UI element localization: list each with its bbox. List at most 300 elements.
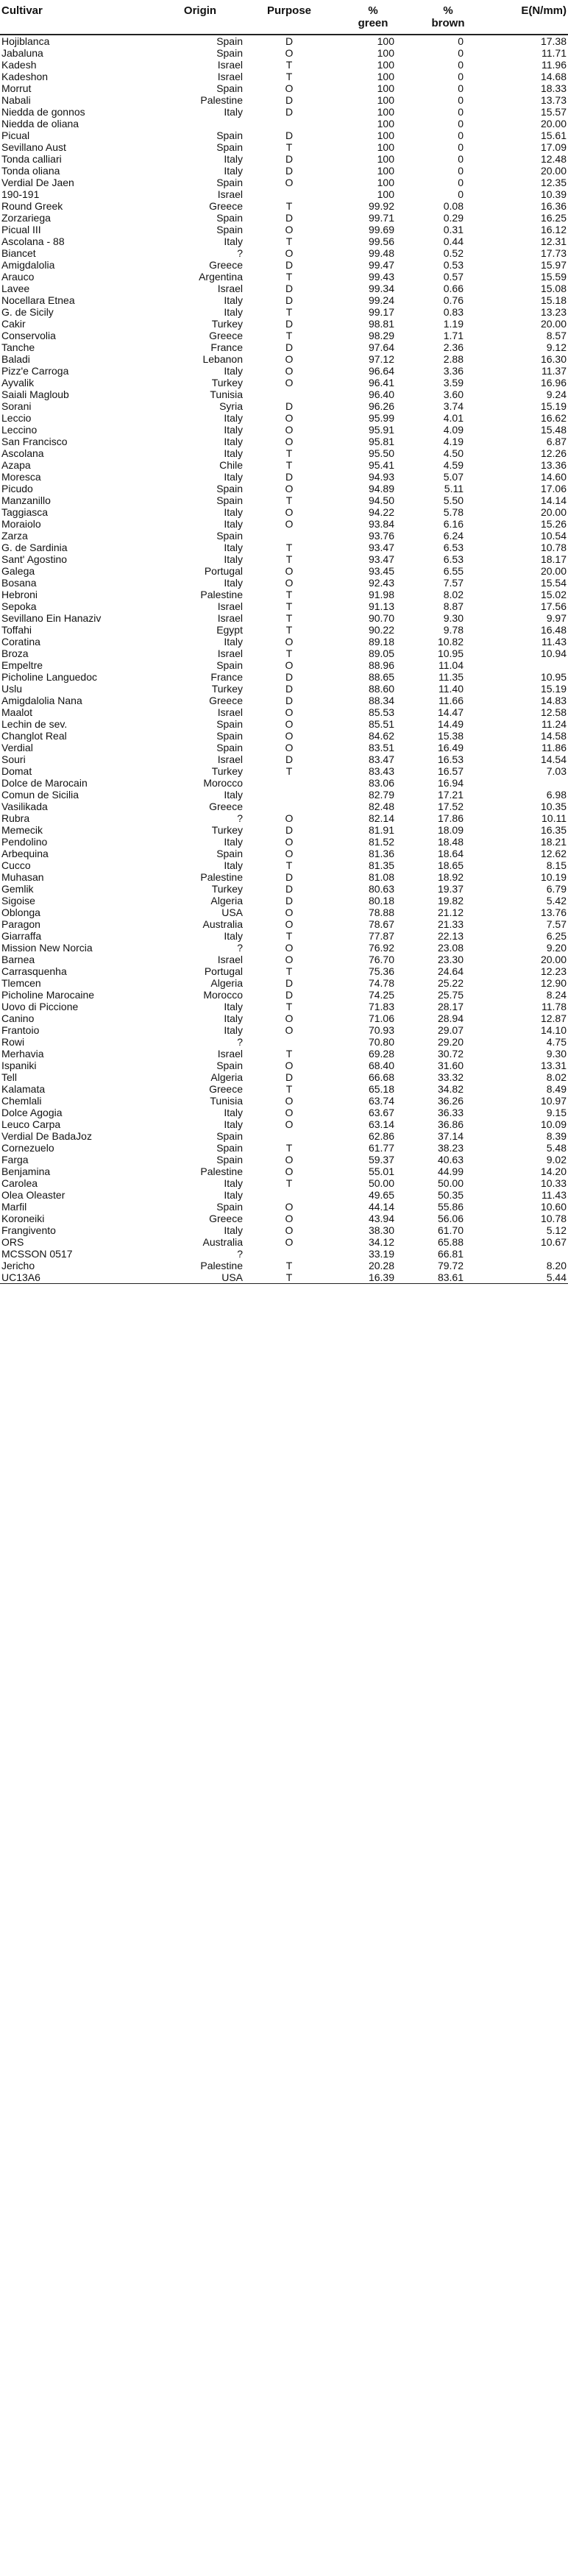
cell-purpose: O: [285, 565, 294, 577]
cell-green-percent: 89.05: [368, 647, 394, 659]
cell-force: 11.43: [542, 636, 567, 647]
cell-cultivar: Manzanillo: [1, 494, 51, 506]
cell-green-percent: 100: [377, 177, 394, 188]
cell-force: 17.09: [540, 141, 567, 153]
cell-force: 11.86: [542, 742, 567, 753]
cell-purpose: T: [285, 1271, 293, 1283]
cell-purpose: D: [285, 212, 294, 224]
cell-cultivar: Muhasan: [1, 871, 44, 883]
cell-origin: Italy: [224, 506, 243, 518]
cell-brown-percent: 18.64: [437, 848, 464, 859]
cell-brown-percent: 55.86: [437, 1201, 464, 1213]
cell-purpose: T: [285, 1142, 293, 1154]
cell-force: 15.61: [540, 129, 567, 141]
cell-cultivar: G. de Sardinia: [1, 542, 68, 553]
cell-cultivar: Moraiolo: [1, 518, 41, 530]
cell-force: 12.87: [540, 1012, 567, 1024]
table-row: [0, 989, 568, 1001]
cell-cultivar: MCSSON 0517: [1, 1248, 73, 1260]
cell-brown-percent: 25.75: [437, 989, 464, 1001]
cell-green-percent: 100: [377, 153, 394, 165]
cell-origin: Italy: [224, 636, 243, 647]
cell-green-percent: 99.69: [368, 224, 394, 235]
cell-purpose: O: [285, 47, 294, 59]
table-row: [0, 706, 568, 718]
cell-cultivar: ORS: [1, 1236, 24, 1248]
cell-origin: Italy: [224, 836, 243, 848]
table-row: [0, 1154, 568, 1165]
cell-force: 12.58: [540, 706, 567, 718]
table-row: [0, 659, 568, 671]
cell-cultivar: Kalamata: [1, 1083, 46, 1095]
header-brown-line2: brown: [431, 17, 465, 29]
cell-green-percent: 99.47: [368, 259, 394, 271]
cell-cultivar: Tlemcen: [1, 977, 41, 989]
table-row: [0, 954, 568, 965]
cell-origin: Spain: [216, 47, 243, 59]
cell-purpose: O: [285, 1095, 294, 1107]
cell-origin: Australia: [202, 918, 243, 930]
cell-green-percent: 99.43: [368, 271, 394, 283]
header-brown-line1: %: [443, 4, 453, 17]
table-row: [0, 895, 568, 906]
cell-brown-percent: 3.36: [443, 365, 464, 377]
cell-purpose: D: [285, 129, 294, 141]
cell-green-percent: 68.40: [368, 1060, 394, 1071]
cell-origin: USA: [221, 906, 243, 918]
cell-green-percent: 100: [377, 129, 394, 141]
table-row: [0, 624, 568, 636]
table-row: [0, 836, 568, 848]
cell-purpose: O: [285, 906, 294, 918]
cell-force: 10.19: [540, 871, 567, 883]
cell-green-percent: 16.39: [368, 1271, 394, 1283]
cell-brown-percent: 0: [458, 118, 464, 129]
cell-purpose: O: [285, 718, 294, 730]
table-row: [0, 188, 568, 200]
cell-cultivar: Benjamina: [1, 1165, 51, 1177]
cell-purpose: T: [285, 141, 293, 153]
cell-cultivar: Tonda oliana: [1, 165, 60, 177]
cell-origin: Turkey: [211, 377, 243, 388]
table-row: [0, 906, 568, 918]
cell-cultivar: Canino: [1, 1012, 35, 1024]
cell-purpose: T: [285, 624, 293, 636]
cell-green-percent: 90.22: [368, 624, 394, 636]
table-row: [0, 153, 568, 165]
cell-origin: Greece: [209, 200, 243, 212]
cell-cultivar: Verdial: [1, 742, 33, 753]
cell-force: 16.62: [540, 412, 567, 424]
cell-cultivar: Paragon: [1, 918, 40, 930]
cell-green-percent: 34.12: [368, 1236, 394, 1248]
cell-cultivar: Round Greek: [1, 200, 63, 212]
cell-force: 10.54: [540, 530, 567, 542]
cell-origin: Morocco: [203, 989, 243, 1001]
cell-origin: Palestine: [200, 589, 243, 600]
cell-cultivar: Koroneiki: [1, 1213, 45, 1224]
cell-cultivar: Vasilikada: [1, 801, 48, 812]
cell-force: 20.00: [540, 506, 567, 518]
cell-cultivar: Leuco Carpa: [1, 1118, 61, 1130]
table-row: [0, 118, 568, 129]
cell-purpose: O: [285, 742, 294, 753]
table-row: [0, 1177, 568, 1189]
cell-purpose: D: [285, 341, 294, 353]
cell-force: 12.48: [540, 153, 567, 165]
table-row: [0, 918, 568, 930]
cell-cultivar: Verdial De BadaJoz: [1, 1130, 92, 1142]
cell-origin: [152, 118, 249, 129]
cell-force: 15.02: [540, 589, 567, 600]
cell-origin: Italy: [224, 235, 243, 247]
cell-force: 11.43: [542, 1189, 567, 1201]
table-row: [0, 306, 568, 318]
table-row: [0, 695, 568, 706]
table-row: [0, 94, 568, 106]
cell-cultivar: Gemlik: [1, 883, 34, 895]
cell-purpose: T: [285, 447, 293, 459]
cell-origin: Spain: [216, 1142, 243, 1154]
header-origin: Origin: [152, 0, 249, 35]
cell-green-percent: 100: [377, 71, 394, 82]
cell-brown-percent: 7.57: [443, 577, 464, 589]
cell-brown-percent: 56.06: [437, 1213, 464, 1224]
cell-origin: Spain: [216, 35, 243, 47]
cell-force: 15.19: [540, 683, 567, 695]
cell-cultivar: Amigdalolia Nana: [1, 695, 82, 706]
cell-origin: Italy: [224, 553, 243, 565]
cell-purpose: T: [285, 71, 293, 82]
cell-origin: Spain: [216, 141, 243, 153]
cell-force: 17.06: [540, 483, 567, 494]
cell-purpose: O: [285, 247, 294, 259]
cell-cultivar: Ayvalik: [1, 377, 35, 388]
cell-force: 16.96: [540, 377, 567, 388]
cell-purpose: D: [285, 106, 294, 118]
cell-force: [480, 777, 568, 789]
cell-purpose: D: [285, 165, 294, 177]
cell-green-percent: 88.65: [368, 671, 394, 683]
cell-force: 10.39: [540, 188, 567, 200]
cell-purpose: O: [285, 706, 294, 718]
cell-origin: Turkey: [211, 318, 243, 330]
cell-cultivar: Tonda calliari: [1, 153, 62, 165]
cell-purpose: T: [285, 1001, 293, 1012]
table-row: [0, 459, 568, 471]
cell-force: 20.00: [540, 954, 567, 965]
cell-force: 18.21: [540, 836, 567, 848]
cell-force: 10.60: [540, 1201, 567, 1213]
cell-green-percent: 88.96: [368, 659, 394, 671]
cell-origin: Spain: [216, 1154, 243, 1165]
cell-brown-percent: 4.19: [443, 436, 464, 447]
cell-cultivar: Picholine Languedoc: [1, 671, 97, 683]
cell-purpose: D: [285, 989, 294, 1001]
table-row: [0, 883, 568, 895]
cell-cultivar: Arbequina: [1, 848, 49, 859]
cell-cultivar: Hebroni: [1, 589, 38, 600]
cell-brown-percent: 79.72: [437, 1260, 464, 1271]
cell-origin: Turkey: [211, 765, 243, 777]
cell-purpose: O: [285, 177, 294, 188]
cell-brown-percent: 21.12: [437, 906, 464, 918]
cell-green-percent: 76.92: [368, 942, 394, 954]
cell-green-percent: 96.40: [368, 388, 394, 400]
cell-origin: Australia: [202, 1236, 243, 1248]
cell-purpose: O: [285, 82, 294, 94]
cell-brown-percent: 3.60: [443, 388, 464, 400]
cell-origin: Israel: [217, 188, 243, 200]
cell-cultivar: San Francisco: [1, 436, 68, 447]
cell-brown-percent: 0: [458, 71, 464, 82]
cell-origin: Spain: [216, 530, 243, 542]
header-brown-percent: [416, 0, 480, 35]
cell-green-percent: 71.83: [368, 1001, 394, 1012]
cell-origin: Turkey: [211, 883, 243, 895]
table-row: [0, 247, 568, 259]
cell-brown-percent: 18.48: [437, 836, 464, 848]
cell-cultivar: Rowi: [1, 1036, 25, 1048]
cell-brown-percent: 44.99: [437, 1165, 464, 1177]
cell-origin: Italy: [224, 542, 243, 553]
cell-brown-percent: 65.88: [437, 1236, 464, 1248]
cell-origin: Lebanon: [202, 353, 243, 365]
cell-green-percent: 95.50: [368, 447, 394, 459]
cell-cultivar: Carrasquenha: [1, 965, 67, 977]
cell-purpose: [249, 118, 330, 129]
table-body: [0, 35, 568, 1284]
cell-force: 16.35: [540, 824, 567, 836]
table-row: [0, 483, 568, 494]
cell-force: 10.94: [540, 647, 567, 659]
cell-purpose: T: [285, 859, 293, 871]
cell-brown-percent: 36.33: [437, 1107, 464, 1118]
table-row: [0, 330, 568, 341]
cell-green-percent: 69.28: [368, 1048, 394, 1060]
cell-brown-percent: 18.65: [437, 859, 464, 871]
cell-cultivar: Broza: [1, 647, 29, 659]
cell-purpose: O: [285, 812, 294, 824]
cell-origin: Israel: [217, 283, 243, 294]
cell-cultivar: Tanche: [1, 341, 35, 353]
cell-purpose: O: [285, 1118, 294, 1130]
cell-green-percent: 81.91: [368, 824, 394, 836]
table-row: [0, 612, 568, 624]
cell-purpose: O: [285, 848, 294, 859]
cell-purpose: T: [285, 459, 293, 471]
cell-origin: Tunisia: [210, 388, 243, 400]
table-row: [0, 1213, 568, 1224]
cell-cultivar: Giarraffa: [1, 930, 42, 942]
cell-brown-percent: 4.01: [443, 412, 464, 424]
table-row: [0, 165, 568, 177]
cell-brown-percent: 28.94: [437, 1012, 464, 1024]
cell-force: 15.57: [540, 106, 567, 118]
cell-origin: Greece: [209, 1213, 243, 1224]
cell-cultivar: Nocellara Etnea: [1, 294, 75, 306]
cell-origin: Spain: [216, 730, 243, 742]
cell-force: 12.62: [540, 848, 567, 859]
cell-brown-percent: 6.55: [443, 565, 464, 577]
cell-brown-percent: 4.09: [443, 424, 464, 436]
cell-purpose: O: [285, 954, 294, 965]
cell-cultivar: Maalot: [1, 706, 33, 718]
cell-green-percent: 63.14: [368, 1118, 394, 1130]
table-row: [0, 506, 568, 518]
cell-origin: Spain: [216, 494, 243, 506]
cell-green-percent: 99.17: [368, 306, 394, 318]
cell-brown-percent: 6.53: [443, 542, 464, 553]
cell-purpose: [249, 777, 330, 789]
cell-purpose: D: [285, 35, 294, 47]
cell-origin: Italy: [224, 153, 243, 165]
cell-origin: Israel: [217, 753, 243, 765]
cell-brown-percent: 9.78: [443, 624, 464, 636]
cell-green-percent: 100: [377, 188, 394, 200]
cell-force: 8.02: [546, 1071, 567, 1083]
cell-brown-percent: 0: [458, 94, 464, 106]
cell-force: 6.79: [546, 883, 567, 895]
cell-force: 20.00: [540, 118, 567, 129]
table-row: [0, 753, 568, 765]
cell-cultivar: Uovo di Piccione: [1, 1001, 79, 1012]
cell-purpose: O: [285, 730, 294, 742]
cell-brown-percent: 24.64: [437, 965, 464, 977]
cell-brown-percent: 18.09: [437, 824, 464, 836]
table-header: [0, 0, 568, 35]
cell-brown-percent: 0.31: [443, 224, 464, 235]
cell-green-percent: 62.86: [368, 1130, 394, 1142]
cell-origin: Greece: [209, 695, 243, 706]
cell-cultivar: Mission New Norcia: [1, 942, 93, 954]
cell-purpose: D: [285, 94, 294, 106]
cell-cultivar: Frantoio: [1, 1024, 40, 1036]
cell-origin: Greece: [209, 330, 243, 341]
cell-purpose: D: [285, 977, 294, 989]
cell-force: 10.35: [540, 801, 567, 812]
cell-brown-percent: 5.78: [443, 506, 464, 518]
cell-brown-percent: 29.07: [437, 1024, 464, 1036]
header-row: [0, 0, 568, 35]
cell-cultivar: UC13A6: [1, 1271, 40, 1283]
cell-brown-percent: 40.63: [437, 1154, 464, 1165]
table-row: [0, 388, 568, 400]
cell-force: 6.98: [546, 789, 567, 801]
cell-force: 14.14: [540, 494, 567, 506]
cell-cultivar: Sigoise: [1, 895, 35, 906]
table-row: [0, 1012, 568, 1024]
cell-green-percent: 96.26: [368, 400, 394, 412]
cell-cultivar: Nabali: [1, 94, 31, 106]
cell-force: 8.24: [546, 989, 567, 1001]
cell-cultivar: Sorani: [1, 400, 32, 412]
cell-purpose: T: [285, 235, 293, 247]
cell-force: 16.36: [540, 200, 567, 212]
cell-green-percent: 100: [377, 106, 394, 118]
cell-brown-percent: 5.07: [443, 471, 464, 483]
table-row: [0, 82, 568, 94]
cell-green-percent: 96.64: [368, 365, 394, 377]
cell-brown-percent: 33.32: [437, 1071, 464, 1083]
cell-purpose: T: [285, 200, 293, 212]
cell-purpose: D: [285, 318, 294, 330]
cell-green-percent: 82.48: [368, 801, 394, 812]
table-row: [0, 1071, 568, 1083]
cell-origin: Italy: [224, 1001, 243, 1012]
table-row: [0, 589, 568, 600]
table-row: [0, 1118, 568, 1130]
cell-brown-percent: 0: [458, 129, 464, 141]
cell-force: 10.78: [540, 542, 567, 553]
cell-green-percent: 74.25: [368, 989, 394, 1001]
cell-origin: ?: [237, 1036, 243, 1048]
cell-brown-percent: 19.82: [437, 895, 464, 906]
cell-brown-percent: 36.86: [437, 1118, 464, 1130]
header-green-line2: green: [358, 17, 388, 29]
cell-cultivar: Verdial De Jaen: [1, 177, 74, 188]
cell-origin: Algeria: [210, 1071, 243, 1083]
cell-brown-percent: 9.30: [443, 612, 464, 624]
cell-cultivar: Moresca: [1, 471, 41, 483]
cell-green-percent: 100: [377, 94, 394, 106]
cell-green-percent: 80.63: [368, 883, 394, 895]
cell-origin: Israel: [217, 954, 243, 965]
cell-origin: Algeria: [210, 895, 243, 906]
cell-force: 10.67: [540, 1236, 567, 1248]
table-row: [0, 235, 568, 247]
cell-green-percent: 61.77: [368, 1142, 394, 1154]
table-row: [0, 212, 568, 224]
cell-purpose: [249, 1189, 330, 1201]
cell-origin: Italy: [224, 577, 243, 589]
cell-origin: Spain: [216, 177, 243, 188]
table-row: [0, 353, 568, 365]
cell-green-percent: 83.47: [368, 753, 394, 765]
cell-purpose: O: [285, 224, 294, 235]
table-row: [0, 942, 568, 954]
cell-purpose: [249, 1036, 330, 1048]
table-row: [0, 412, 568, 424]
cell-origin: Italy: [224, 471, 243, 483]
cell-green-percent: 99.34: [368, 283, 394, 294]
cell-brown-percent: 23.08: [437, 942, 464, 954]
cell-cultivar: Oblonga: [1, 906, 40, 918]
cell-purpose: T: [285, 330, 293, 341]
table-row: [0, 447, 568, 459]
cell-brown-percent: 6.16: [443, 518, 464, 530]
cell-cultivar: Carolea: [1, 1177, 38, 1189]
cell-force: 9.12: [546, 341, 567, 353]
cell-purpose: O: [285, 918, 294, 930]
cell-origin: Spain: [216, 718, 243, 730]
cell-purpose: O: [285, 1024, 294, 1036]
cell-purpose: T: [285, 965, 293, 977]
table-row: [0, 600, 568, 612]
cell-cultivar: Comun de Sicilia: [1, 789, 79, 801]
cell-purpose: O: [285, 1213, 294, 1224]
cell-force: 8.20: [546, 1260, 567, 1271]
cell-origin: Italy: [224, 424, 243, 436]
cell-brown-percent: 0.57: [443, 271, 464, 283]
table-row: [0, 494, 568, 506]
table-row: [0, 1048, 568, 1060]
cell-brown-percent: 0: [458, 165, 464, 177]
cell-green-percent: 44.14: [368, 1201, 394, 1213]
cell-cultivar: Sant' Agostino: [1, 553, 68, 565]
table-row: [0, 424, 568, 436]
cell-purpose: T: [285, 589, 293, 600]
